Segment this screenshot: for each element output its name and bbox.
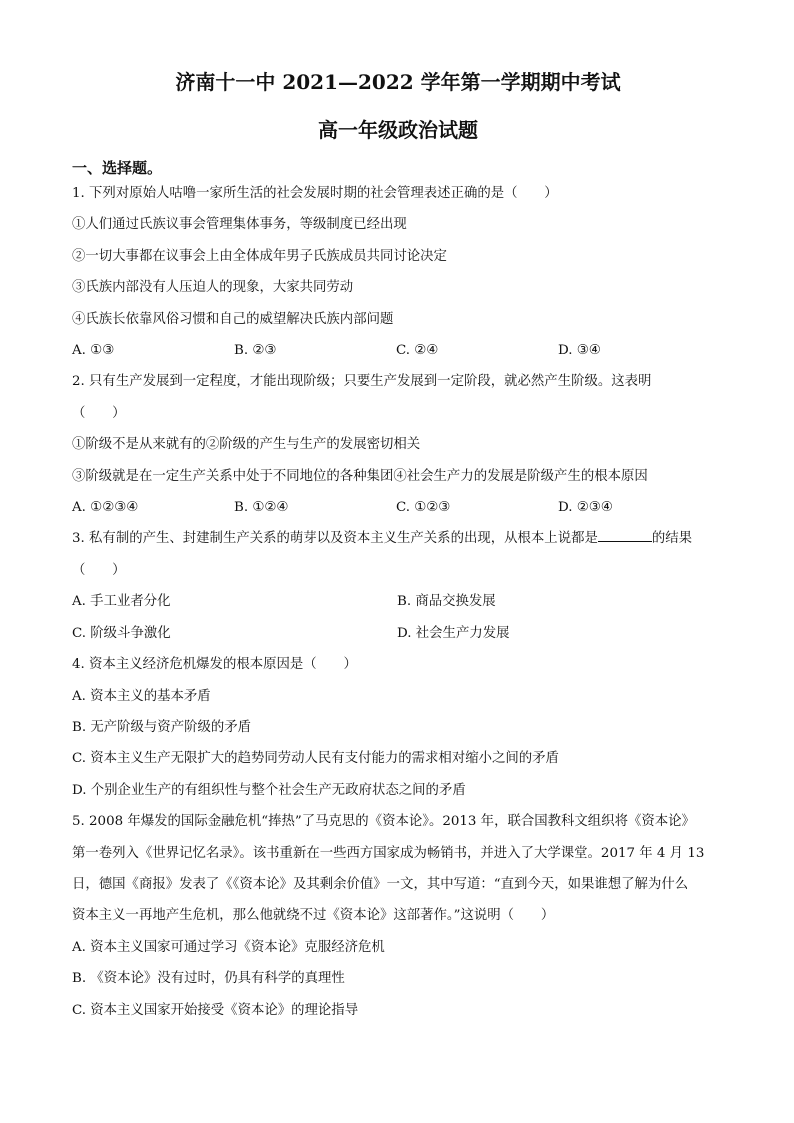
question-1-statement-2: ②一切大事都在议事会上由全体成年男子氏族成员共同讨论决定	[72, 248, 447, 264]
question-2-stem: 2. 只有生产发展到一定程度，才能出现阶级；只要生产发展到一定阶段，就必然产生阶级。这表明	[72, 374, 652, 390]
question-4-option-d[interactable]: D. 个别企业生产的有组织性与整个社会生产无政府状态之间的矛盾	[72, 782, 466, 798]
question-3-option-d[interactable]: D. 社会生产力发展	[397, 625, 510, 641]
question-4-option-a[interactable]: A. 资本主义的基本矛盾	[72, 688, 211, 704]
question-1	[72, 178, 724, 366]
exam-subtitle: 高一年级政治试题	[318, 118, 478, 142]
question-1-statement-1: ①人们通过氏族议事会管理集体事务，等级制度已经出现	[72, 217, 407, 233]
question-4-stem: 4. 资本主义经济危机爆发的根本原因是（ ）	[72, 657, 357, 673]
question-1-stem: 1. 下列对原始人咕噜一家所生活的社会发展时期的社会管理表述正确的是（ ）	[72, 186, 558, 201]
question-3-option-c[interactable]: C. 阶级斗争激化	[72, 625, 171, 641]
question-3	[72, 523, 724, 649]
question-2-statements-1-2: ①阶级不是从来就有的②阶级的产生与生产的发展密切相关	[72, 437, 421, 453]
question-5-stem-line-1: 5. 2008 年爆发的国际金融危机“捧热”了马克思的《资本论》。2013 年，联合国教科文组织将《资本论》	[72, 814, 695, 830]
question-1-options	[72, 335, 724, 366]
section-heading-choice: 一、选择题。	[72, 159, 163, 177]
question-2-option-d[interactable]: D. ②③④	[558, 500, 613, 516]
question-3-stem	[72, 523, 724, 554]
question-1-option-c[interactable]: C. ②④	[396, 343, 439, 359]
question-2-option-c[interactable]: C. ①②③	[396, 500, 451, 516]
question-5-option-a[interactable]: A. 资本主义国家可通过学习《资本论》克服经济危机	[72, 939, 385, 955]
question-3-option-b[interactable]: B. 商品交换发展	[397, 594, 496, 610]
exam-title: 济南十一中 2021—2022 学年第一学期期中考试	[175, 70, 621, 94]
question-2-option-a[interactable]: A. ①②③④	[72, 500, 139, 516]
question-2-options	[72, 492, 724, 523]
question-1-statement-3: ③氏族内部没有人压迫人的现象，大家共同劳动	[72, 280, 354, 296]
question-1-option-b[interactable]: B. ②③	[234, 343, 277, 359]
question-3-option-a[interactable]: A. 手工业者分化	[72, 594, 171, 610]
question-5-option-b[interactable]: B. 《资本论》没有过时，仍具有科学的真理性	[72, 971, 345, 987]
question-1-option-a[interactable]: A. ①③	[72, 343, 115, 359]
question-2-statements-3-4: ③阶级就是在一定生产关系中处于不同地位的各种集团④社会生产力的发展是阶级产生的根本原因	[72, 468, 648, 484]
question-4	[72, 649, 724, 806]
question-5-stem-line-2: 第一卷列入《世界记忆名录》。该书重新在一些西方国家成为畅销书，并进入了大学课堂。2017 年 4 月 13	[72, 845, 705, 861]
question-2-paren: （ ）	[72, 405, 126, 421]
question-3-stem-before: 3. 私有制的产生、封建制生产关系的萌芽以及资本主义生产关系的出现，从根本上说都是	[72, 531, 598, 547]
question-3-stem-after: 的结果	[651, 531, 693, 547]
question-3-paren: （ ）	[72, 562, 126, 578]
question-1-option-d[interactable]: D. ③④	[558, 343, 601, 359]
question-2	[72, 366, 724, 523]
question-5	[72, 806, 724, 1026]
question-5-stem-line-4: 资本主义一再地产生危机，那么他就绕不过《资本论》这部著作。”这说明（ ）	[72, 908, 555, 924]
question-5-option-c[interactable]: C. 资本主义国家开始接受《资本论》的理论指导	[72, 1002, 359, 1018]
question-4-option-c[interactable]: C. 资本主义生产无限扩大的趋势同劳动人民有支付能力的需求相对缩小之间的矛盾	[72, 751, 559, 767]
question-3-blank	[598, 529, 652, 542]
question-5-stem-line-3: 日，德国《商报》发表了《《资本论》及其剩余价值》一文，其中写道：“直到今天，如果谁想了解为什么	[72, 876, 689, 892]
question-4-option-b[interactable]: B. 无产阶级与资产阶级的矛盾	[72, 719, 252, 735]
question-1-statement-4: ④氏族长依靠风俗习惯和自己的威望解决氏族内部问题	[72, 311, 394, 327]
question-2-option-b[interactable]: B. ①②④	[234, 500, 289, 516]
question-3-options	[72, 586, 724, 649]
